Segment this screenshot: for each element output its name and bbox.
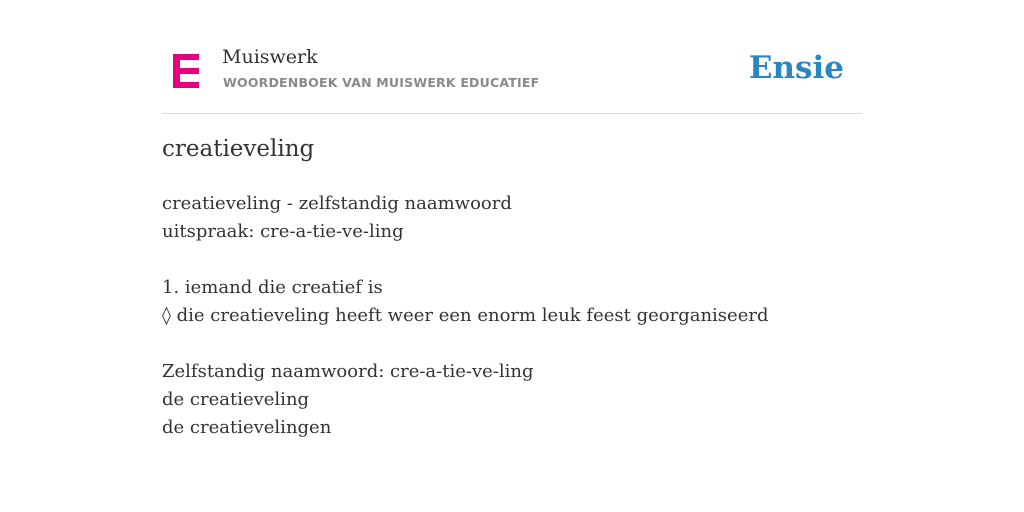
entry-content (162, 190, 862, 442)
singular-form: de creatieveling (162, 389, 310, 410)
ensie-brand-link[interactable]: Ensie (748, 50, 844, 86)
definition: 1. iemand die creatief is (162, 277, 383, 298)
example-sentence: ◊ die creatieveling heeft weer een enorm leuk feest georganiseerd (162, 305, 769, 326)
site-name[interactable]: Muiswerk (222, 46, 318, 68)
muiswerk-logo-icon[interactable] (173, 54, 201, 88)
page-title: creatieveling (162, 136, 315, 162)
pronunciation: uitspraak: cre-a-tie-ve-ling (162, 221, 404, 242)
entry-heading-line: creatieveling - zelfstandig naamwoord (162, 193, 512, 214)
site-subtitle: WOORDENBOEK VAN MUISWERK EDUCATIEF (223, 75, 540, 90)
plural-form: de creatievelingen (162, 417, 332, 438)
site-header (162, 40, 862, 114)
spacer (162, 246, 862, 274)
grammar-info: Zelfstandig naamwoord: cre-a-tie-ve-ling (162, 361, 534, 382)
spacer (162, 330, 862, 358)
